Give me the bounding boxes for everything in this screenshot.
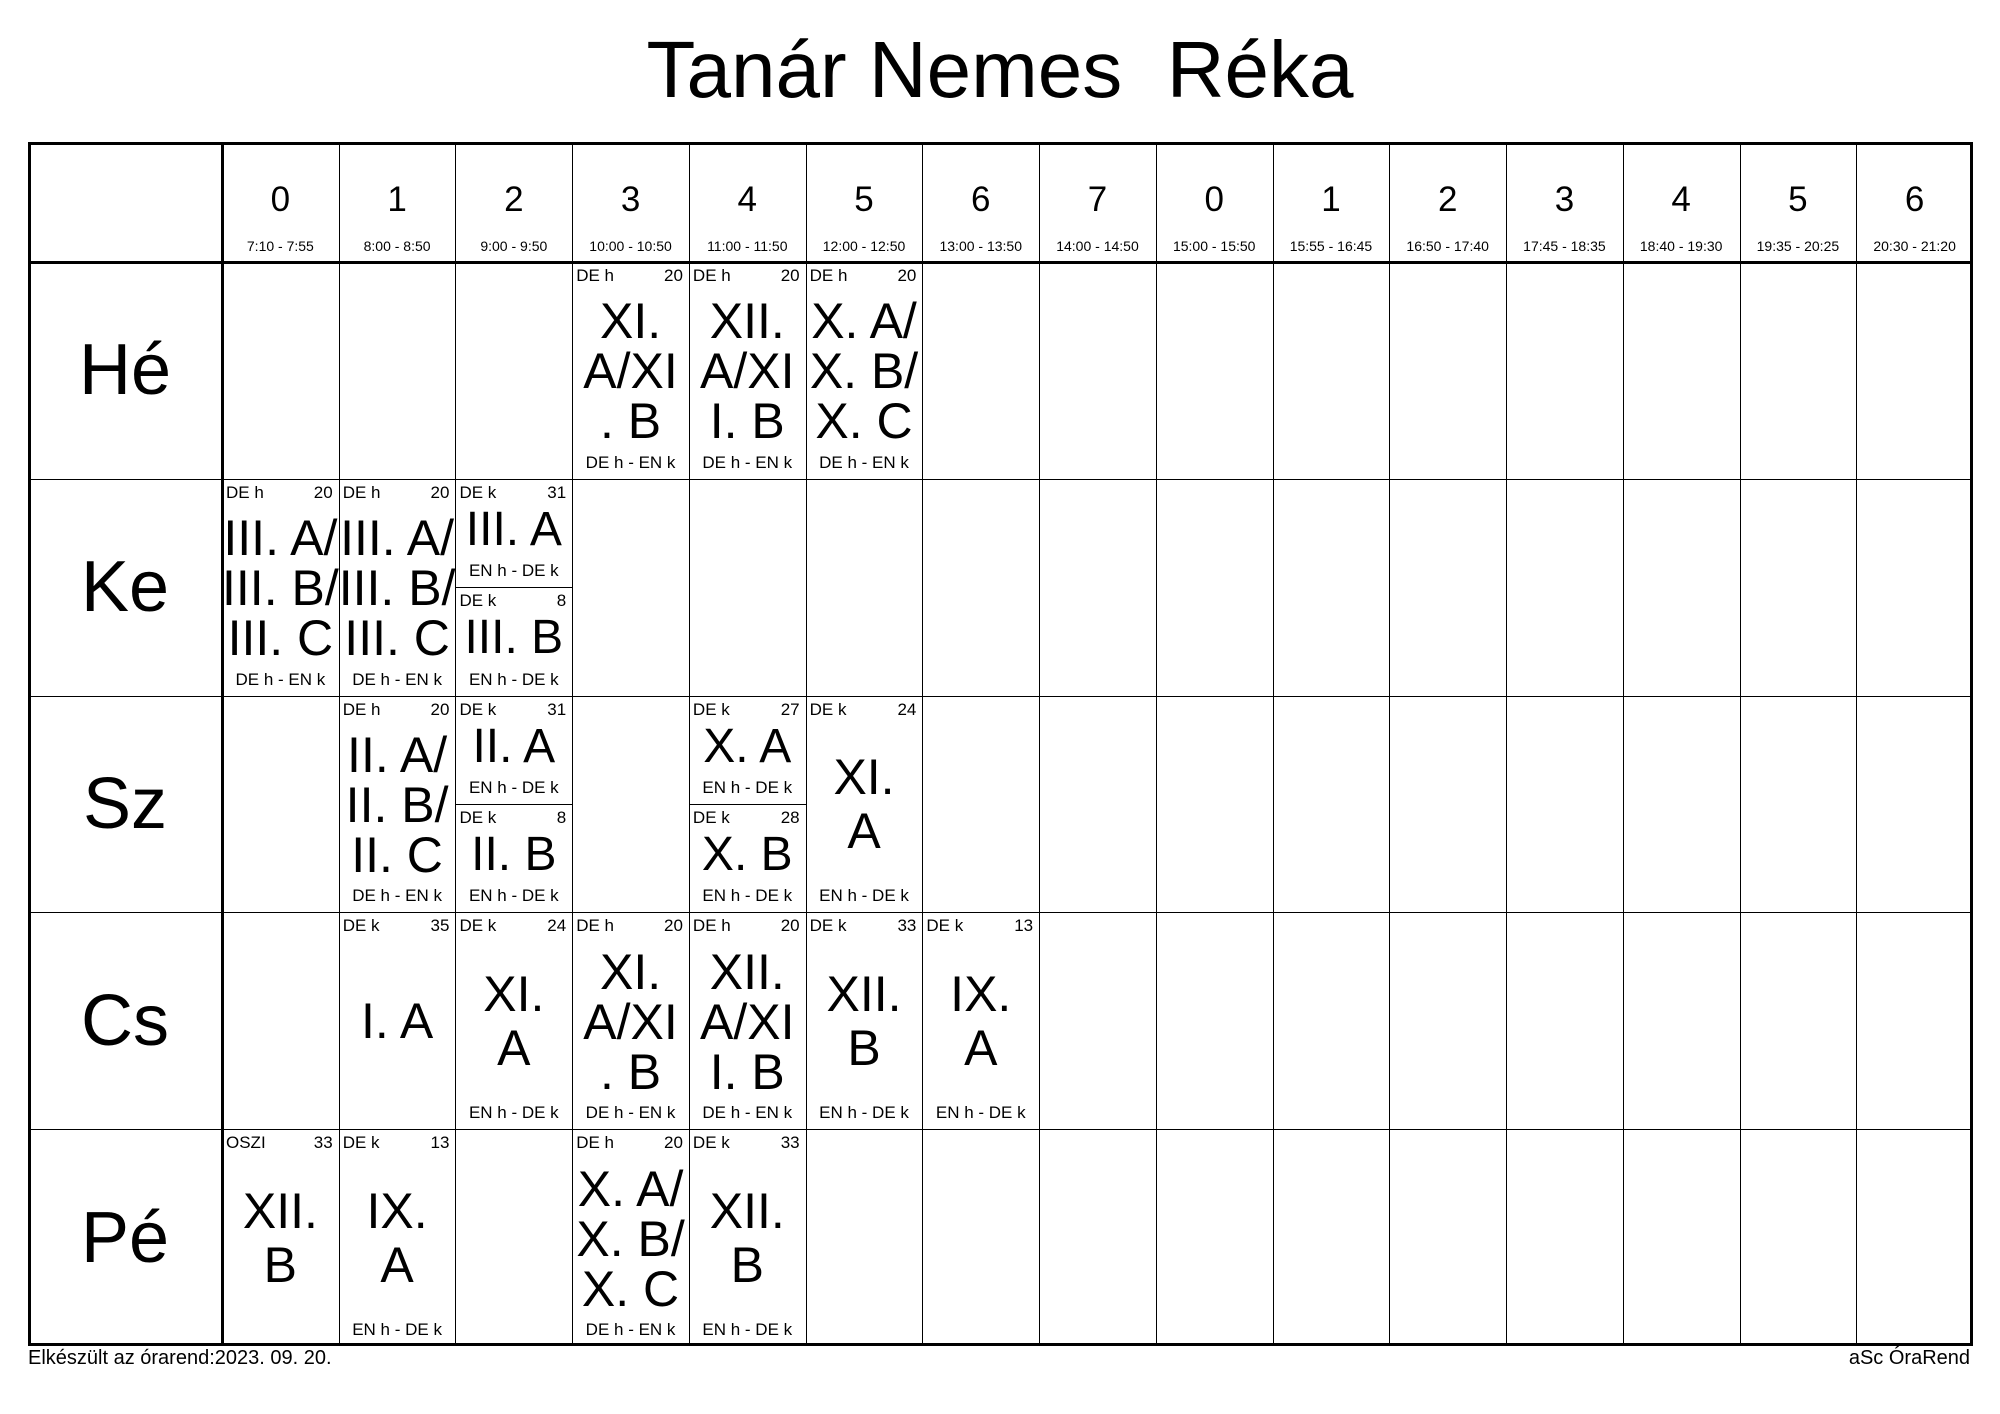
lesson-class-container [224,481,337,694]
lesson-class-name: X. A [703,719,792,773]
period-number: 0 [1204,180,1224,219]
period-header [339,142,456,262]
lesson-subject-code: DE h [809,266,848,285]
day-label: Sz [82,764,168,844]
lesson-card [224,1131,337,1344]
period-number: 5 [854,180,874,219]
lesson-group: EN h - DE k [468,886,559,906]
lesson-subject-code: DE h [342,699,381,719]
half-cell-separator [455,804,572,805]
lesson-subject-code: DE k [459,916,497,936]
period-header [1623,142,1740,262]
lesson-class-container [691,264,804,477]
lesson-room: 20 [430,699,450,719]
period-header [1039,142,1156,262]
grid-column-line [1156,142,1157,1346]
lesson-group: EN h - DE k [468,777,559,797]
day-label: Pé [80,1197,170,1278]
lesson-class-name: III. B [464,611,564,665]
grid-column-line [1389,142,1390,1346]
lesson-card [808,914,921,1127]
lesson-class-container [808,914,921,1127]
period-header [1389,142,1506,262]
lesson-subject-code: DE h [576,916,614,936]
lesson-class-container [338,481,456,694]
lesson-group: EN h - DE k [935,1103,1026,1123]
lesson-subject-code: DE h [692,916,731,936]
lesson-class-container [924,914,1037,1127]
lesson-room: 27 [780,699,800,719]
period-time: 8:00 - 8:50 [363,238,431,254]
lesson-room: 8 [556,591,567,611]
period-header [222,142,339,262]
lesson-card [338,481,456,694]
lesson-class-container [574,1131,687,1344]
lesson-class-container [457,914,570,1127]
lesson-subject-code: DE h [692,266,731,285]
grid-column-line [572,142,573,1346]
lesson-group: EN h - DE k [352,1319,442,1339]
lesson-room: 13 [1014,916,1034,936]
lesson-class-name: XII. A/XI I. B [700,943,795,1100]
lesson-room: 24 [897,699,917,719]
grid-column-line [689,142,690,1346]
lesson-subject-code: DE k [459,808,497,827]
lesson-class-container [341,1131,454,1344]
lesson-room: 33 [313,1133,333,1153]
lesson-room: 28 [780,808,800,827]
lesson-class-container [574,914,687,1127]
lesson-class-name: II. A/ II. B/ II. C [345,726,449,883]
period-header [922,142,1039,262]
lesson-room: 31 [547,482,567,502]
lesson-card [808,698,921,911]
half-cell-separator [689,804,806,805]
lesson-group: DE h - EN k [585,452,676,472]
period-time: 12:00 - 12:50 [822,238,906,254]
lesson-group: EN h - DE k [468,561,559,581]
lesson-card [808,264,921,477]
grid-row-line [28,912,1973,913]
period-number: 2 [1437,180,1458,219]
lesson-class-container [691,1131,804,1344]
lesson-group: DE h - EN k [702,452,793,472]
lesson-card [457,481,570,585]
period-number: 4 [737,180,758,219]
grid-column-line [1506,142,1507,1346]
lesson-card [457,589,570,693]
lesson-card [691,806,804,910]
lesson-subject-code: DE k [342,1133,380,1153]
lesson-class-name: III. A/ III. B/ III. C [222,510,339,667]
period-header [806,142,923,262]
lesson-card [457,914,570,1127]
lesson-group: EN h - DE k [819,886,909,906]
lesson-subject-code: DE k [459,699,497,719]
lesson-group: DE h - EN k [352,886,442,906]
lesson-card [224,481,337,694]
lesson-class-name: XI. A/XI . B [583,943,678,1100]
period-header [1856,142,1973,262]
lesson-subject-code: DE h [576,1133,614,1153]
lesson-group: DE h - EN k [585,1319,676,1339]
period-time: 19:35 - 20:25 [1756,238,1840,254]
grid-row-line [28,1129,1973,1130]
lesson-card [691,264,804,477]
lesson-group: EN h - DE k [819,1103,909,1123]
lesson-card [691,1131,804,1344]
lesson-room: 20 [780,266,800,285]
day-label: Cs [81,980,169,1061]
lesson-class-container [224,1131,337,1344]
lesson-class-name: IX. A [366,1182,428,1293]
lesson-room: 33 [897,916,917,936]
lesson-class-name: XI. A [483,965,545,1076]
grid-column-line [922,142,923,1346]
period-time: 20:30 - 21:20 [1873,238,1956,254]
grid-border-right [1970,142,1973,1346]
lesson-group: DE h - EN k [585,1103,676,1123]
lesson-class-name: XII. B [242,1182,318,1293]
lesson-group: DE h - EN k [702,1103,793,1123]
lesson-group: DE h - EN k [352,669,442,689]
period-number: 3 [620,180,641,219]
lesson-class-name: III. A [465,502,562,556]
lesson-class-name: XI. A/XI . B [583,293,678,450]
lesson-class-name: IX. A [950,965,1012,1076]
period-header [689,142,806,262]
grid-column-line [455,142,456,1346]
grid-column-line [1623,142,1624,1346]
period-time: 18:40 - 19:30 [1639,238,1723,254]
period-number: 1 [1321,180,1341,219]
lesson-class-name: I. A [360,992,434,1049]
lesson-subject-code: DE k [926,916,964,936]
lesson-subject-code: DE k [692,808,730,827]
lesson-room: 20 [430,482,450,502]
lesson-group: EN h - DE k [468,1103,559,1123]
lesson-card [341,1131,454,1344]
lesson-class-container [341,914,454,1127]
period-header [1156,142,1273,262]
lesson-subject-code: DE h [342,482,381,502]
period-time: 10:00 - 10:50 [589,238,672,254]
lesson-card [924,914,1037,1127]
lesson-class-name: XI. A [833,748,895,859]
period-time: 11:00 - 11:50 [707,238,788,254]
lesson-room: 20 [663,916,683,936]
lesson-card [574,914,687,1127]
lesson-group: EN h - DE k [468,669,559,689]
lesson-card [574,264,687,477]
lesson-room: 20 [663,266,683,285]
lesson-card [341,914,454,1127]
lesson-class-container [341,698,454,911]
lesson-subject-code: DE k [692,699,730,719]
grid-column-line [1740,142,1741,1346]
lesson-card [691,698,804,802]
period-header [1506,142,1623,262]
period-number: 1 [387,180,407,219]
lesson-class-container [574,264,687,477]
period-header [572,142,689,262]
period-number: 7 [1087,180,1108,219]
lesson-group: EN h - DE k [702,777,793,797]
period-time: 15:00 - 15:50 [1172,238,1256,254]
lesson-class-container [691,914,804,1127]
lesson-room: 20 [313,482,333,502]
lesson-class-name: X. A/ X. B/ X. C [576,1160,685,1317]
half-cell-separator [455,587,572,588]
period-number: 3 [1554,180,1575,219]
lesson-card [691,914,804,1127]
lesson-class-name: XII. A/XI I. B [700,293,795,450]
period-time: 17:45 - 18:35 [1523,238,1606,254]
lesson-group: DE h - EN k [819,452,909,472]
period-header [1740,142,1857,262]
lesson-class-name: II. A [472,719,556,773]
footer-created-date: Elkészült az órarend:2023. 09. 20. [28,1347,332,1369]
lesson-subject-code: DE k [459,591,497,611]
lesson-group: EN h - DE k [702,886,793,906]
period-number: 0 [270,180,291,219]
period-number: 2 [504,180,524,219]
lesson-subject-code: DE k [809,916,847,936]
lesson-card [457,698,570,802]
lesson-class-name: III. A/ III. B/ III. C [338,510,456,667]
period-time: 15:55 - 16:45 [1289,238,1373,254]
lesson-room: 24 [547,916,567,936]
lesson-subject-code: DE k [459,482,497,502]
lesson-room: 13 [430,1133,450,1153]
period-header [455,142,572,262]
lesson-card [341,698,454,911]
period-number: 6 [971,180,991,219]
period-header [1273,142,1390,262]
grid-column-line [1856,142,1857,1346]
lesson-room: 8 [556,808,567,827]
lesson-class-name: II. B [471,828,557,882]
lesson-subject-code: DE h [226,482,264,502]
lesson-subject-code: OSZI [226,1133,266,1153]
lesson-card [574,1131,687,1344]
lesson-class-name: X. B [701,828,793,882]
lesson-room: 33 [780,1133,800,1153]
lesson-group: DE h - EN k [235,669,326,689]
grid-border-left [28,142,31,1346]
day-label: Hé [78,330,172,411]
lesson-subject-code: DE k [809,699,847,719]
lesson-subject-code: DE k [342,916,380,936]
lesson-class-container [808,698,921,911]
footer-app-name: aSc ÓraRend [1848,1347,1970,1369]
lesson-class-container [808,264,921,477]
period-number: 6 [1904,180,1925,219]
period-number: 4 [1671,180,1691,219]
lesson-room: 31 [547,699,567,719]
lesson-room: 20 [780,916,800,936]
lesson-group: EN h - DE k [702,1319,793,1339]
lesson-room: 35 [430,916,450,936]
period-number: 5 [1788,180,1808,219]
period-time: 13:00 - 13:50 [939,238,1022,254]
period-time: 7:10 - 7:55 [246,238,314,254]
day-label: Ke [80,547,170,628]
grid-column-line [1273,142,1274,1346]
lesson-class-name: XII. B [826,965,902,1076]
period-time: 16:50 - 17:40 [1406,238,1489,254]
lesson-room: 20 [663,1133,683,1153]
period-time: 9:00 - 9:50 [480,238,548,254]
grid-row-line [28,696,1973,697]
lesson-subject-code: DE k [692,1133,730,1153]
period-time: 14:00 - 14:50 [1056,238,1139,254]
lesson-class-name: XII. B [709,1182,785,1293]
grid-column-line [1039,142,1040,1346]
lesson-subject-code: DE h [576,266,614,285]
lesson-class-name: X. A/ X. B/ X. C [809,293,919,450]
lesson-card [457,806,570,910]
lesson-room: 20 [897,266,917,285]
page-title: Tanár Nemes Réka [646,25,1354,114]
